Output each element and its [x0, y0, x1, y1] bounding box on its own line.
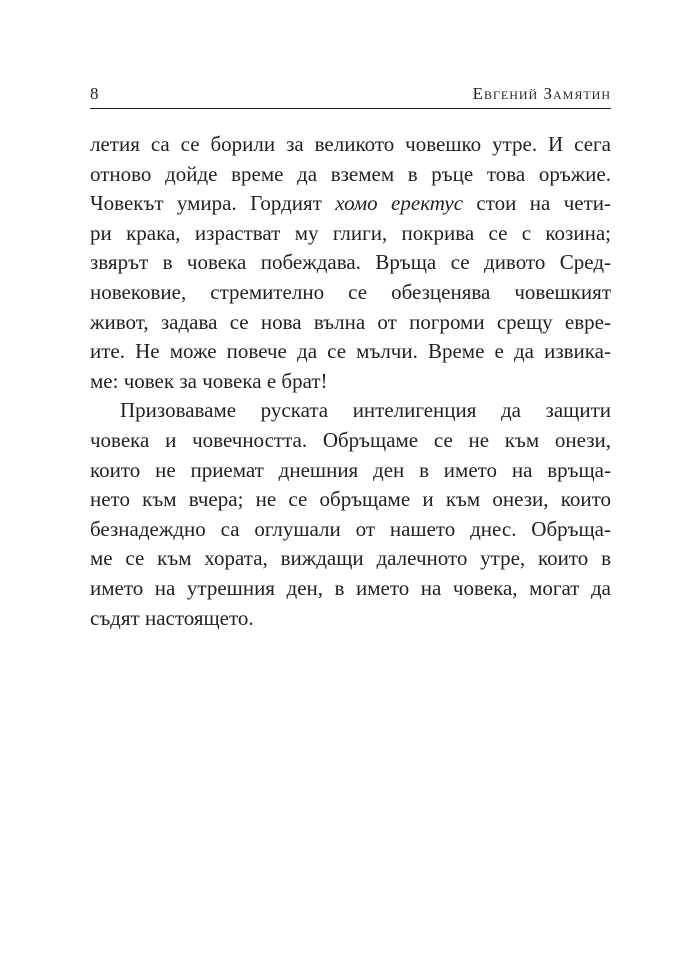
italic-term: хомо еректус: [335, 191, 464, 216]
text-line: летия са се борили за великото човешко утре. И сега: [90, 132, 611, 156]
paragraph: [90, 396, 611, 633]
text-line: отново дойде време да вземем в ръце това оръжие.: [90, 161, 611, 186]
text-line: ите. Не може повече да се мълчи. Време е да извика-: [90, 339, 611, 364]
text-line: ри крака, израстват му глиги, покрива се с козина;: [90, 220, 611, 245]
text-line: новековие, стремително се обезценява човешкият: [90, 279, 611, 304]
text-segment: Човекът умира. Гордият: [90, 191, 336, 216]
text-line: името на утрешния ден, в името на човека, могат да: [90, 575, 611, 600]
text-line: които не приемат днешния ден в името на връща-: [90, 457, 611, 482]
text-line: безнадеждно са оглушали от нашето днес. Обръща-: [90, 516, 611, 541]
body-text: [90, 130, 611, 633]
text-line: Призоваваме руската интелигенция да защити: [120, 398, 611, 423]
running-header: [90, 80, 611, 109]
text-line: нето към вчера; не се обръщаме и към онези, които: [90, 487, 611, 512]
author-name: Евгений Замятин: [472, 84, 611, 103]
text-line: [90, 189, 611, 219]
paragraph: [90, 130, 611, 396]
text-line: живот, задава се нова вълна от погроми срещу евре-: [90, 309, 611, 334]
text-line: ме: човек за човека е брат!: [90, 368, 328, 393]
text-segment: стои на чети-: [463, 191, 611, 216]
text-line: ме се към хората, виждащи далечното утре, които в: [90, 546, 611, 571]
text-line: съдят настоящето.: [90, 605, 254, 630]
text-line: човека и човечността. Обръщаме се не към онези,: [90, 427, 611, 452]
page-number: 8: [90, 84, 99, 103]
text-line: звярът в човека побеждава. Връща се дивото Сред-: [90, 250, 611, 275]
